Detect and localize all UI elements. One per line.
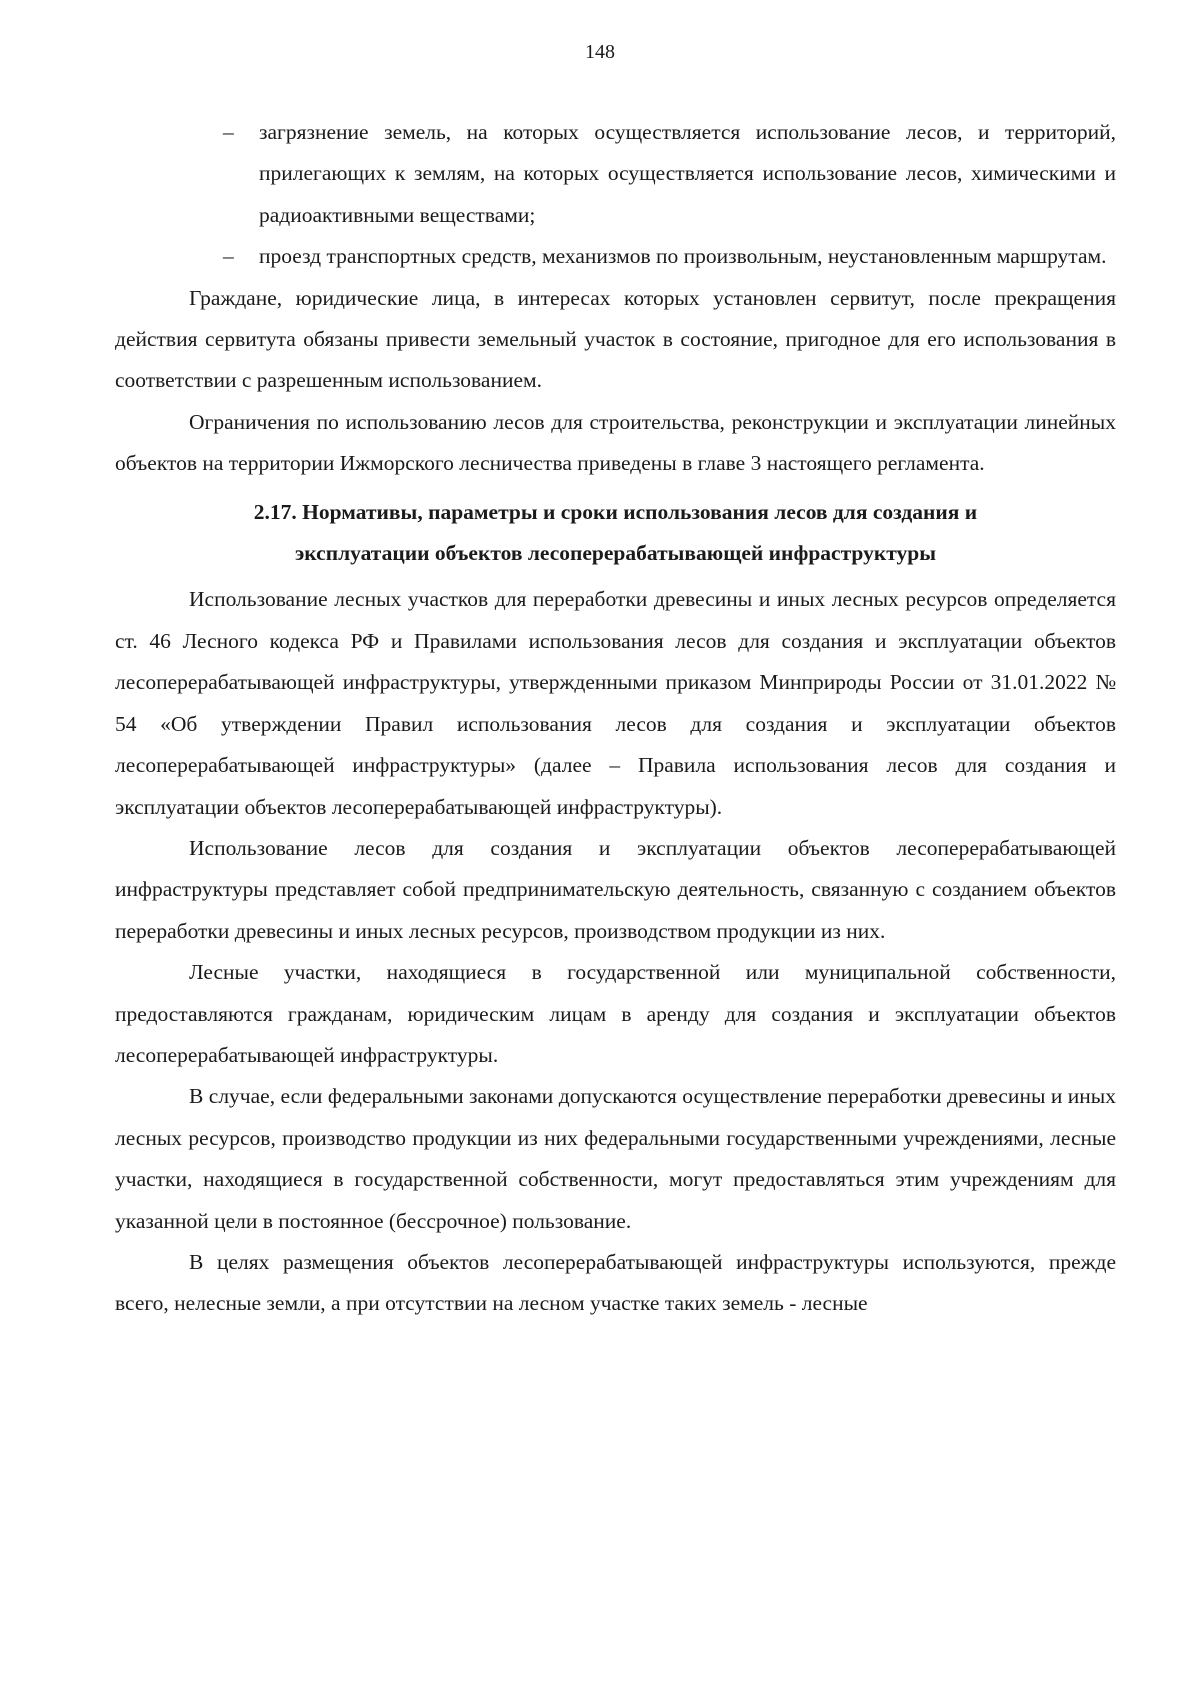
section-heading bbox=[115, 492, 1116, 575]
page-number: 148 bbox=[585, 41, 615, 63]
section-heading-line: эксплуатации объектов лесоперерабатывающей инфраструктуры bbox=[295, 541, 936, 566]
paragraph: Ограничения по использованию лесов для строительства, реконструкции и эксплуатации линейных объектов на территории Ижморского лесничества приведены в главе 3 настоящего регламента. bbox=[115, 409, 1116, 476]
list-item bbox=[115, 236, 1116, 277]
list-dash: – bbox=[223, 120, 234, 144]
list-item-text: загрязнение земель, на которых осуществляется использование лесов, и территорий, прилегающих к землям, на которых осуществляется использование лесов, химическими и радиоактивными веществами; bbox=[259, 120, 1116, 227]
section-heading-line: 2.17. Нормативы, параметры и сроки использования лесов для создания и bbox=[253, 499, 978, 524]
list-item bbox=[115, 112, 1116, 236]
paragraph: Граждане, юридические лица, в интересах которых установлен сервитут, после прекращения действия сервитута обязаны привести земельный участок в состояние, пригодное для его использования в соответствии с разрешенным использованием. bbox=[115, 285, 1116, 393]
paragraph: Лесные участки, находящиеся в государственной или муниципальной собственности, предоставляются гражданам, юридическим лицам в аренду для создания и эксплуатации объектов лесоперерабатывающей инфраструктуры. bbox=[115, 960, 1116, 1067]
paragraph: В целях размещения объектов лесоперерабатывающей инфраструктуры используются, прежде всего, нелесные земли, а при отсутствии на лесном участке таких земель - лесные bbox=[115, 1249, 1116, 1316]
paragraph: Использование лесных участков для переработки древесины и иных лесных ресурсов определяется ст. 46 Лесного кодекса РФ и Правилами использования лесов для создания и эксплуатации объектов лесоперерабатывающей инфраструктуры, утвержденными приказом Минприроды России от 31.01.2022 № 54 «Об утверждении Правил использования лесов для создания и эксплуатации объектов лесоперерабатывающей инфраструктуры» (далее – Правила использования лесов для создания и эксплуатации объектов лесоперерабатывающей инфраструктуры). bbox=[115, 587, 1116, 819]
paragraph: Использование лесов для создания и эксплуатации объектов лесоперерабатывающей инфраструктуры представляет собой предпринимательскую деятельность, связанную с созданием объектов переработки древесины и иных лесных ресурсов, производством продукции из них. bbox=[115, 835, 1116, 943]
document-body bbox=[115, 112, 1116, 1325]
paragraph: В случае, если федеральными законами допускаются осуществление переработки древесины и иных лесных ресурсов, производство продукции из них федеральными государственными учреждениями, лесные участки, находящиеся в государственной собственности, могут предоставляться этим учреждениям для указанной цели в постоянное (бессрочное) пользование. bbox=[115, 1084, 1116, 1233]
list-item-text: проезд транспортных средств, механизмов по произвольным, неустановленным маршрутам. bbox=[259, 244, 1107, 269]
list-dash: – bbox=[223, 244, 234, 269]
